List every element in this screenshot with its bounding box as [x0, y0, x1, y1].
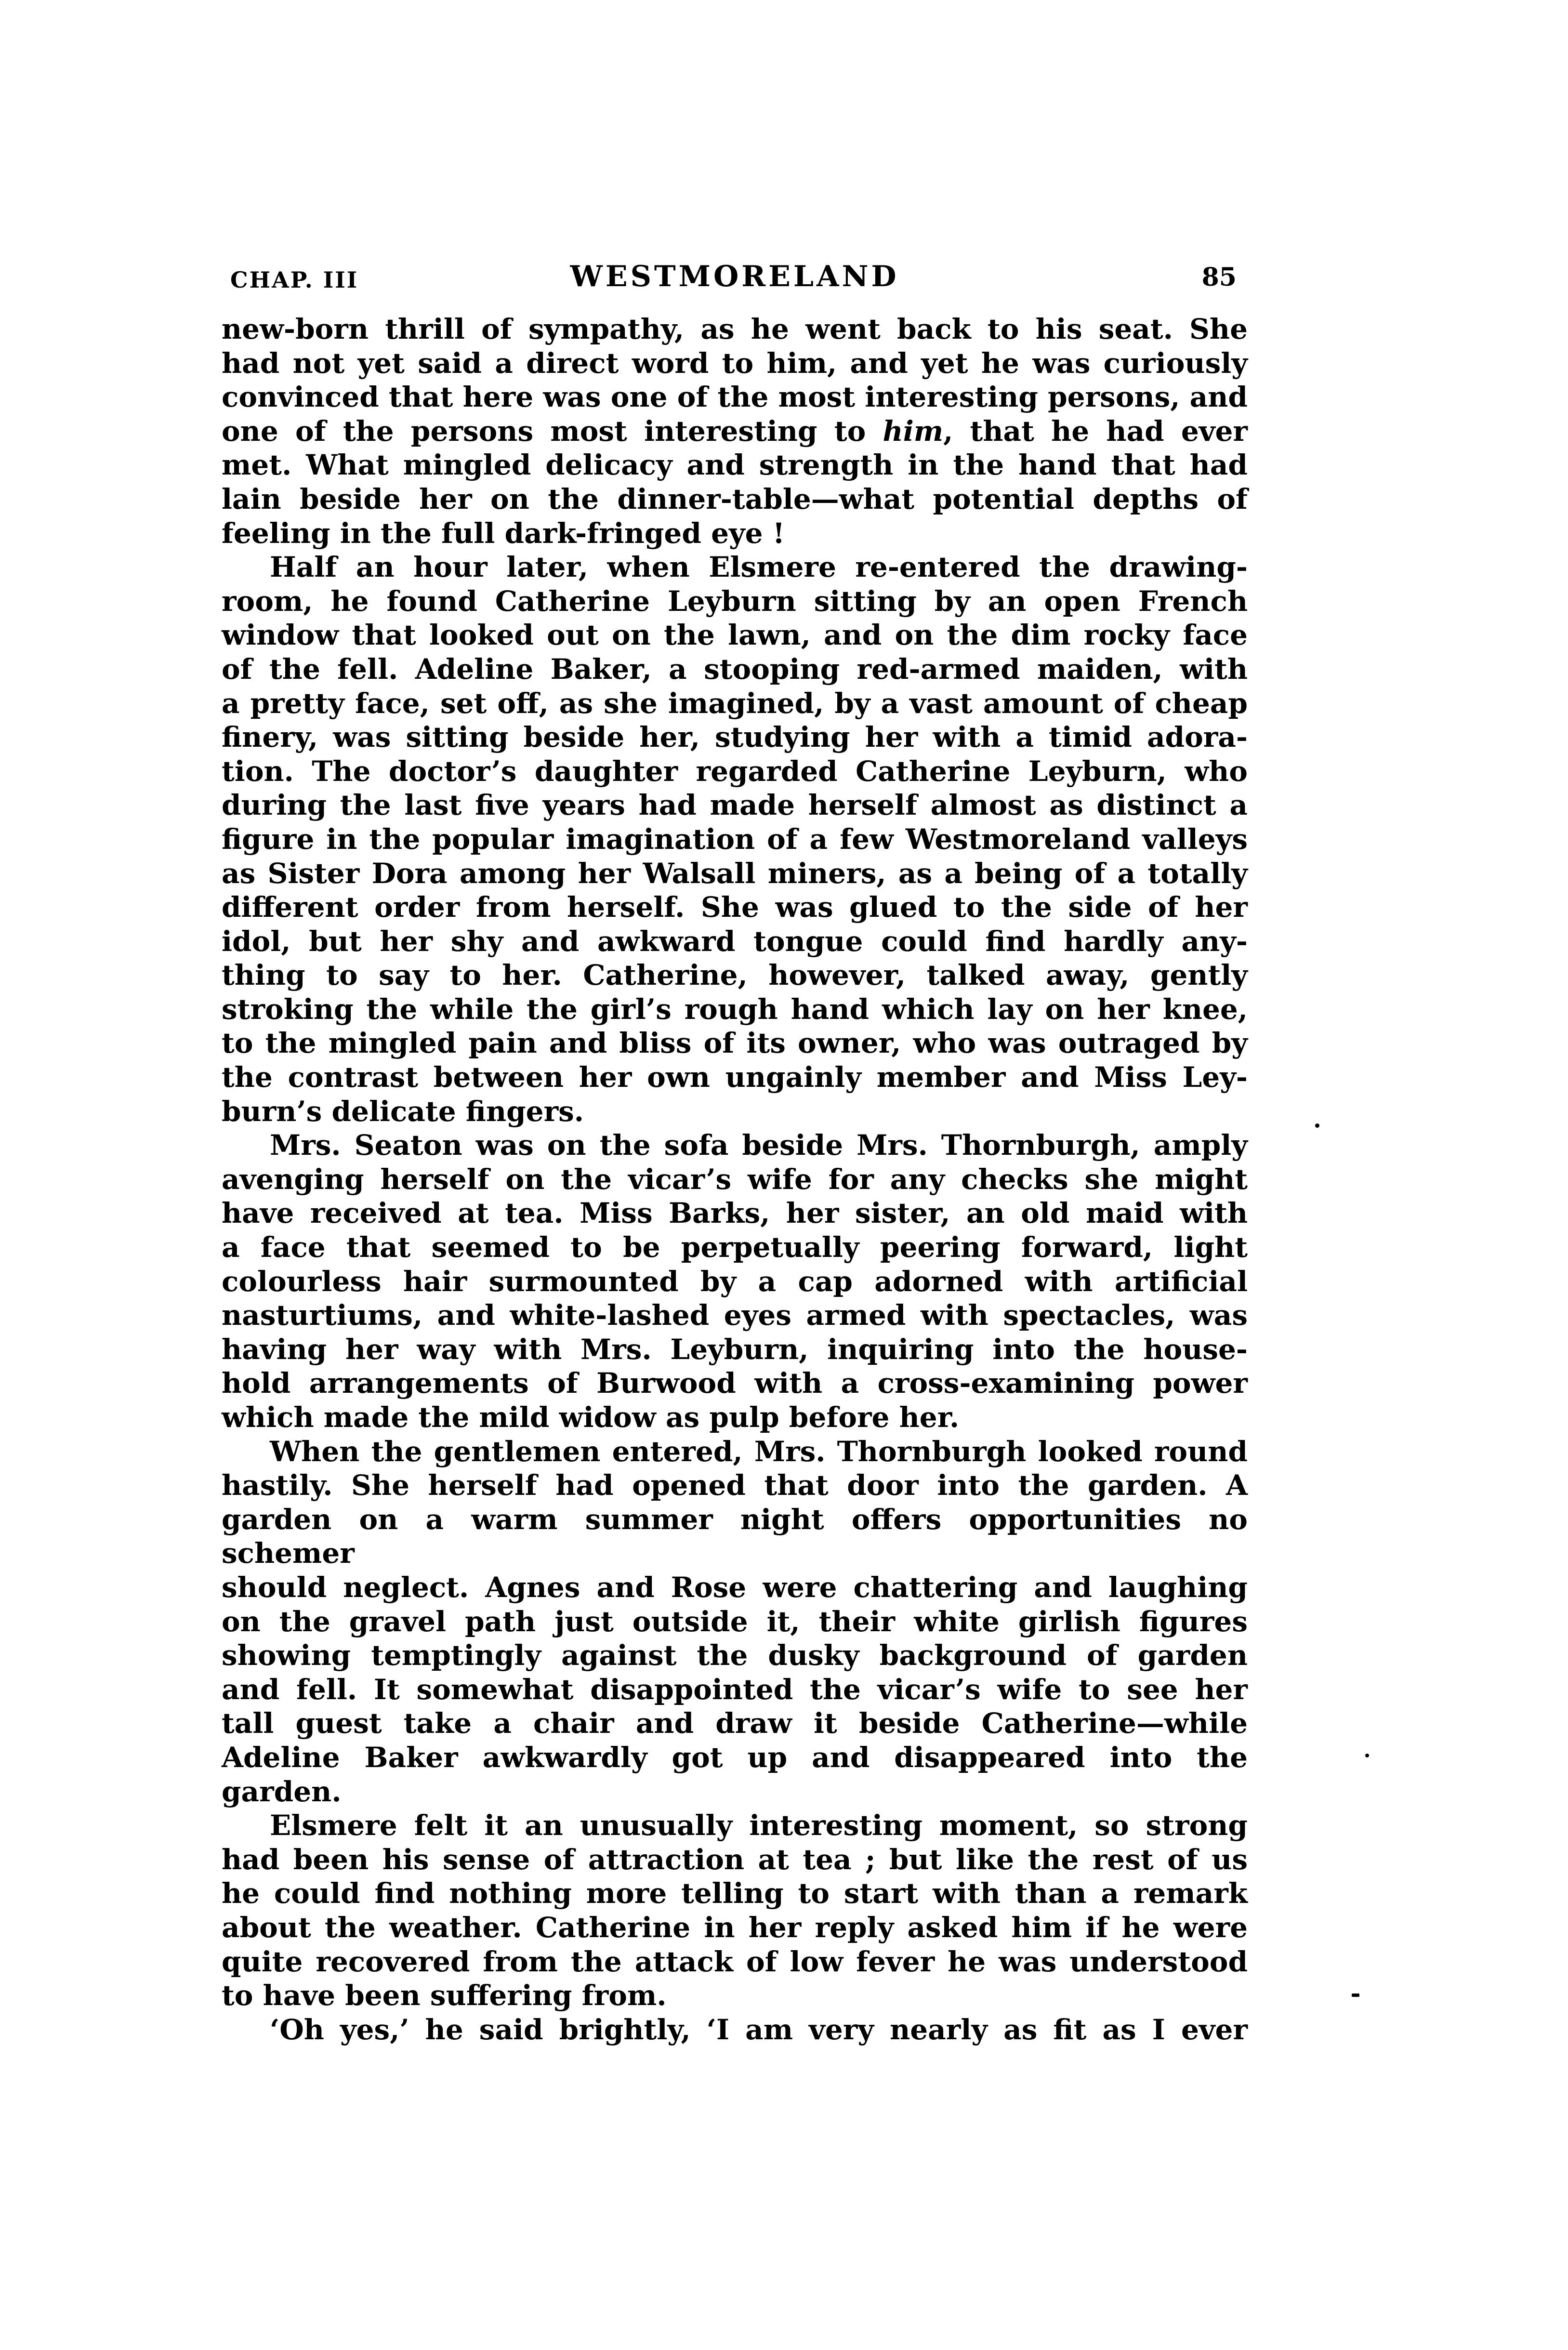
text-line: hold arrangements of Burwood with a cross-examining power [222, 1367, 1248, 1400]
text-line: to the mingled pain and bliss of its owner, who was outraged by [222, 1027, 1248, 1060]
text-line: having her way with Mrs. Leyburn, inquiring into the house- [222, 1333, 1248, 1366]
text-line: tall guest take a chair and draw it beside Catherine—while [222, 1707, 1248, 1740]
text-line: When the gentlemen entered, Mrs. Thornburgh looked round [270, 1435, 1248, 1468]
text-line: room, he found Catherine Leyburn sitting by an open French [222, 584, 1248, 618]
text-line: hastily. She herself had opened that door into the garden. A [222, 1469, 1248, 1502]
text-line: convinced that here was one of the most interesting persons, and [222, 381, 1248, 414]
text-line: about the weather. Catherine in her reply asked him if he were [222, 1911, 1248, 1944]
text-line: a pretty face, set off, as she imagined, by a vast amount of cheap [222, 687, 1248, 720]
text-line: feeling in the full dark-fringed eye ! [222, 516, 785, 550]
text-line: showing temptingly against the dusky background of garden [222, 1639, 1248, 1672]
text-line: had not yet said a direct word to him, and yet he was curiously [222, 346, 1248, 380]
text-line: idol, but her shy and awkward tongue could find hardly any- [222, 924, 1248, 958]
text-line: as Sister Dora among her Walsall miners, as a being of a totally [222, 857, 1248, 890]
text-line: tion. The doctor’s daughter regarded Catherine Leyburn, who [222, 754, 1248, 788]
text-line: which made the mild widow as pulp before her. [222, 1401, 960, 1434]
text-line: Elsmere felt it an unusually interesting moment, so strong [270, 1809, 1248, 1842]
text-line: of the fell. Adeline Baker, a stooping red-armed maiden, with [222, 652, 1248, 686]
text-line: the contrast between her own ungainly member and Miss Ley- [222, 1061, 1248, 1094]
text-line: to have been suffering from. [222, 1979, 667, 2012]
text-line: and fell. It somewhat disappointed the vicar’s wife to see her [222, 1673, 1248, 1706]
page-number: 85 [1201, 263, 1237, 292]
text-line: on the gravel path just outside it, their white girlish figures [222, 1605, 1248, 1638]
text-line: have received at tea. Miss Barks, her sister, an old maid with [222, 1197, 1248, 1230]
text-line: should neglect. Agnes and Rose were chattering and laughing [222, 1571, 1248, 1604]
page-header [222, 260, 1248, 295]
text-line: Adeline Baker awkwardly got up and disappeared into the [222, 1741, 1248, 1774]
text-line: Half an hour later, when Elsmere re-entered the drawing- [270, 551, 1248, 584]
chapter-label: CHAP. III [230, 267, 359, 293]
text-line: burn’s delicate fingers. [222, 1095, 584, 1128]
text-line: avenging herself on the vicar’s wife for any checks she might [222, 1162, 1248, 1196]
text-line: a face that seemed to be perpetually peering forward, light [222, 1231, 1248, 1264]
text-line: window that looked out on the lawn, and on the dim rocky face [222, 619, 1248, 652]
text-line: had been his sense of attraction at tea ; but like the rest of us [222, 1843, 1248, 1876]
text-line: nasturtiums, and white-lashed eyes armed with spectacles, was [222, 1299, 1248, 1332]
text-line: lain beside her on the dinner-table—what potential depths of [222, 482, 1248, 515]
body-text [222, 312, 1248, 2046]
text-line: one of the persons most interesting to him, that he had ever [222, 414, 1248, 448]
text-line: he could find nothing more telling to start with than a remark [222, 1877, 1248, 1910]
text-line: garden on a warm summer night offers opportunities no schemer [222, 1503, 1248, 1570]
running-title: WESTMORELAND [570, 260, 899, 293]
text-line: different order from herself. She was glued to the side of her [222, 891, 1248, 924]
scan-speck [1352, 1994, 1359, 1997]
text-line: during the last five years had made herself almost as distinct a [222, 789, 1248, 822]
scan-speck [1315, 1123, 1319, 1128]
text-line: colourless hair surmounted by a cap adorned with artificial [222, 1265, 1248, 1298]
text-line: met. What mingled delicacy and strength in the hand that had [222, 449, 1248, 482]
text-line: garden. [222, 1775, 342, 1808]
text-line: thing to say to her. Catherine, however, talked away, gently [222, 959, 1248, 992]
text-line: figure in the popular imagination of a few Westmoreland valleys [222, 822, 1248, 856]
text-line: stroking the while the girl’s rough hand which lay on her knee, [222, 992, 1248, 1026]
text-line: new-born thrill of sympathy, as he went back to his seat. She [222, 313, 1248, 345]
text-line: ‘Oh yes,’ he said brightly, ‘I am very nearly as fit as I ever [270, 2013, 1248, 2046]
scan-speck [1365, 1754, 1369, 1757]
text-line: Mrs. Seaton was on the sofa beside Mrs. Thornburgh, amply [270, 1129, 1248, 1162]
text-line: quite recovered from the attack of low fever he was understood [222, 1945, 1248, 1978]
text-line: finery, was sitting beside her, studying her with a timid adora- [222, 721, 1248, 754]
